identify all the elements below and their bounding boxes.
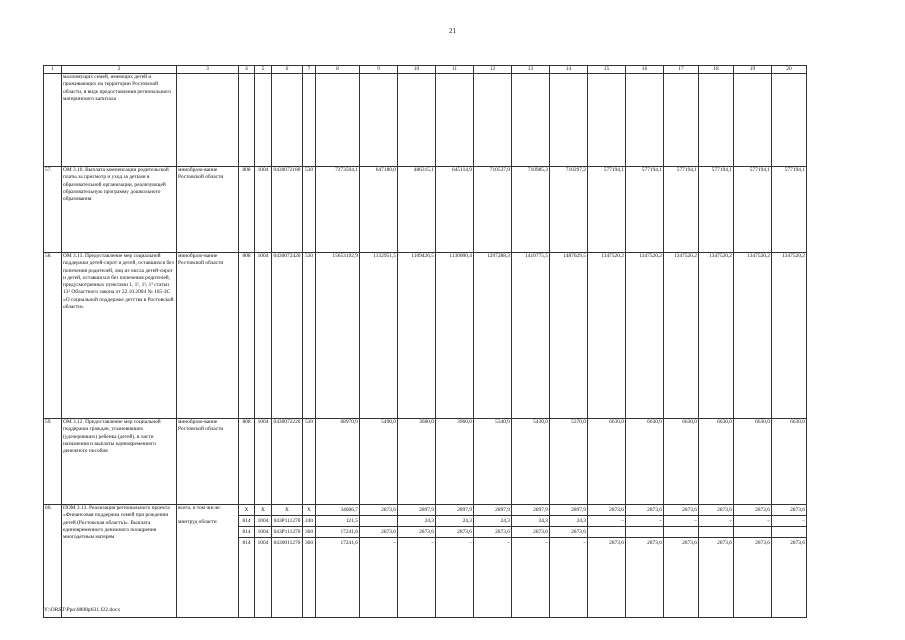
sub-value: 24,3 [550,515,587,526]
header-cell: 15 [588,66,626,74]
value-cell: 3600,0 [398,419,436,505]
code-cell [239,505,255,618]
header-cell: 20 [772,66,807,74]
sub-value: 1004 [255,537,271,548]
sub-value: 240 [303,515,315,526]
value-cell [436,505,474,618]
value-cell: 6630,0 [588,419,626,505]
sub-value: 814 [239,537,254,548]
sub-value: 1004 [255,515,271,526]
value-cell: 6630,0 [664,419,699,505]
sub-value: – [436,537,473,548]
sub-value: 34606,7 [340,507,358,513]
header-cell: 4 [239,66,255,74]
grbs-code: 808 [239,253,255,419]
sub-value: 2873,6 [682,507,697,513]
value-cell: 5340,0 [474,419,512,505]
code-cell [255,505,272,618]
value-cell: 577194,1 [588,167,626,253]
value-cell: 15653192,9 [316,253,360,419]
value-cell [316,505,360,618]
sub-value: 2873,6 [381,507,396,513]
value-cell [699,505,734,618]
sub-value: 2873,6 [474,526,511,537]
sub-value: 2897,9 [533,507,548,513]
vr-code: 530 [303,253,316,419]
value-cell: 7373594,1 [316,167,360,253]
value-cell [626,505,664,618]
value-cell: 1347520,2 [588,253,626,419]
sub-value: 24,3 [398,515,435,526]
executor: минобразо-вание Ростовской области [177,167,239,253]
table-row [44,505,807,618]
sub-value: 2873,6 [734,537,771,548]
value-cell: 486315,1 [398,167,436,253]
value-cell: 645114,9 [436,167,474,253]
sub-value: 2873,6 [755,507,770,513]
header-cell: 2 [62,66,177,74]
value-cell: 1132951,5 [360,253,398,419]
continuation-row [44,74,807,167]
sub-value: 1004 [255,526,271,537]
file-path-footer: Y:\ORST\Ppo\0808p631.f22.docx [44,607,121,613]
sub-value [626,526,663,537]
header-cell: 11 [436,66,474,74]
value-cell: 577194,1 [664,167,699,253]
sub-value: 2873,6 [647,507,662,513]
sub-value: – [512,537,549,548]
sub-value: X [285,507,289,513]
value-cell: 68970,0 [316,419,360,505]
page-number: 21 [449,27,456,35]
value-cell [734,505,772,618]
sub-value: 2873,6 [664,537,698,548]
sub-value: 2897,9 [457,507,472,513]
header-cell: 16 [626,66,664,74]
sub-value: 17241,6 [316,526,359,537]
sub-value: – [474,537,511,548]
executor-ministry: минтруд области [178,519,217,525]
sub-value [360,515,397,526]
sub-value: 2897,9 [571,507,586,513]
value-cell: 5370,0 [550,419,588,505]
sub-value: 24,3 [474,515,511,526]
value-cell [360,505,398,618]
code-cell [272,505,303,618]
sub-value: – [626,515,663,526]
value-cell: 1297288,3 [474,253,512,419]
value-cell: 1109426,5 [398,253,436,419]
executor: минобразо-вание Ростовской области [177,253,239,419]
vr-code: 530 [303,167,316,253]
value-cell: 5490,0 [360,419,398,505]
value-cell: 710537,0 [474,167,512,253]
header-cell: 12 [474,66,512,74]
header-row [44,66,807,74]
value-cell: 1347520,2 [664,253,699,419]
sub-value: X [244,507,249,513]
row-number: 57. [44,167,62,253]
value-cell: 577194,1 [772,167,807,253]
sub-value: 2897,9 [495,507,510,513]
row-number: 58. [44,253,62,419]
value-cell [398,505,436,618]
value-cell: 1347520,2 [626,253,664,419]
value-cell [588,505,626,618]
continuation-text: малоимущих семей, имеющих детей и проживающих на территории Ростовской области, в виде предоставления регионального материнского капитала [62,74,177,167]
value-cell: 1347520,2 [699,253,734,419]
executor-total: всего, в том числе: [178,505,221,511]
value-cell [664,505,699,618]
sub-value: 2873,6 [609,507,624,513]
csr-code: 0430072220 [272,419,303,505]
value-cell: 1347520,2 [772,253,807,419]
sub-value: X [261,507,265,513]
header-cell: 5 [255,66,272,74]
value-cell: 1347520,2 [734,253,772,419]
value-cell: 5430,0 [512,419,550,505]
header-cell: 13 [512,66,550,74]
value-cell: 577194,1 [626,167,664,253]
vr-code: 530 [303,419,316,505]
executor: минобразо-вание Ростовской области [177,419,239,505]
table-row [44,167,807,253]
csr-code: 0430072420 [272,253,303,419]
table-row [44,253,807,419]
header-cell: 19 [734,66,772,74]
grbs-code: 808 [239,167,255,253]
header-cell: 17 [664,66,699,74]
sub-value: 0430011270 [272,537,302,548]
sub-value: X [307,507,311,513]
value-cell: 6630,0 [626,419,664,505]
measure-name: ОМ 3.10. Выплата компенсации родительской платы за присмотр и уход за детьми в образовательной организации, реализующей образовательную программу дошкольного образования [62,167,177,253]
measure-name: ОМ 3.12. Предоставление мер социальной поддержки граждан, усыновивших (удочеривших) ребенка (детей), в части назначения и выплаты единовременного денежного пособия [62,419,177,505]
table-row [44,419,807,505]
value-cell: 3960,0 [436,419,474,505]
sub-value: 2873,6 [512,526,549,537]
value-cell [512,505,550,618]
sub-value: 2873,6 [436,526,473,537]
executor [177,505,239,618]
sub-value: 360 [303,526,315,537]
header-cell: 18 [699,66,734,74]
code-cell [303,505,316,618]
header-cell: 3 [177,66,239,74]
sub-value: – [588,515,625,526]
header-cell: 10 [398,66,436,74]
sub-value [772,526,806,537]
value-cell: 577194,1 [734,167,772,253]
sub-value: – [398,537,435,548]
value-cell: 577194,1 [699,167,734,253]
header-cell: 14 [550,66,588,74]
value-cell: 6630,0 [734,419,772,505]
sub-value [734,526,771,537]
rzpr-code: 1004 [255,167,272,253]
value-cell: 710297,2 [550,167,588,253]
sub-value: 2873,6 [717,507,732,513]
value-cell [772,505,807,618]
rzpr-code: 1004 [255,419,272,505]
sub-value: 2873,6 [772,537,806,548]
header-cell: 7 [303,66,316,74]
sub-value: – [550,537,587,548]
sub-value [664,526,698,537]
value-cell: 647180,0 [360,167,398,253]
budget-table [43,65,807,618]
sub-value: 2873,6 [550,526,587,537]
measure-name: ПОМ 3.13. Реализация регионального проекта «Финансовая поддержка семей при рождении детей (Ростовская область)». Выплата единовременного денежного поощрения многодетным матерям [62,505,177,618]
header-cell: 1 [44,66,62,74]
sub-value: 360 [303,537,315,548]
sub-value: 814 [239,515,254,526]
sub-value: 2873,6 [360,526,397,537]
value-cell [474,505,512,618]
csr-code: 0430072180 [272,167,303,253]
sub-value: 24,3 [512,515,549,526]
value-cell: 1130000,4 [436,253,474,419]
sub-value: 121,5 [316,515,359,526]
value-cell: 1487629,5 [550,253,588,419]
sub-value: 043P111270 [272,515,302,526]
value-cell: 6630,0 [772,419,807,505]
header-cell: 9 [360,66,398,74]
row-number: 60. [44,505,62,618]
sub-value [588,526,625,537]
sub-value: – [772,515,806,526]
sub-value [699,526,733,537]
sub-value: 2873,6 [626,537,663,548]
value-cell [550,505,588,618]
grbs-code: 808 [239,419,255,505]
sub-value: 043P111270 [272,526,302,537]
value-cell: 710985,3 [512,167,550,253]
sub-value: 24,3 [436,515,473,526]
row-number: 59. [44,419,62,505]
measure-name: ОМ 3.11. Предоставление мер социальной поддержки детей-сирот и детей, оставшихся без попечения родителей, лиц из числа детей-сирот и детей, оставшихся без попечения родителей, предусмотренных пунктами 1, 1¹, 1², 1³ статьи 13² Областного закона от 22.10.2004 № 165-ЗС «О социальной поддержке детства в Ростовской области» [62,253,177,419]
sub-value: 814 [239,526,254,537]
sub-value: – [734,515,771,526]
sub-value: 2897,9 [419,507,434,513]
sub-value: – [699,515,733,526]
sub-value: 2873,6 [699,537,733,548]
sub-value: 2873,6 [398,526,435,537]
value-cell: 6630,0 [699,419,734,505]
sub-value: – [664,515,698,526]
rzpr-code: 1004 [255,253,272,419]
header-cell: 8 [316,66,360,74]
value-cell: 1410775,5 [512,253,550,419]
sub-value: – [360,537,397,548]
sub-value: 2873,6 [588,537,625,548]
sub-value: 17241,6 [316,537,359,548]
sub-value: 2873,6 [790,507,805,513]
header-cell: 6 [272,66,303,74]
